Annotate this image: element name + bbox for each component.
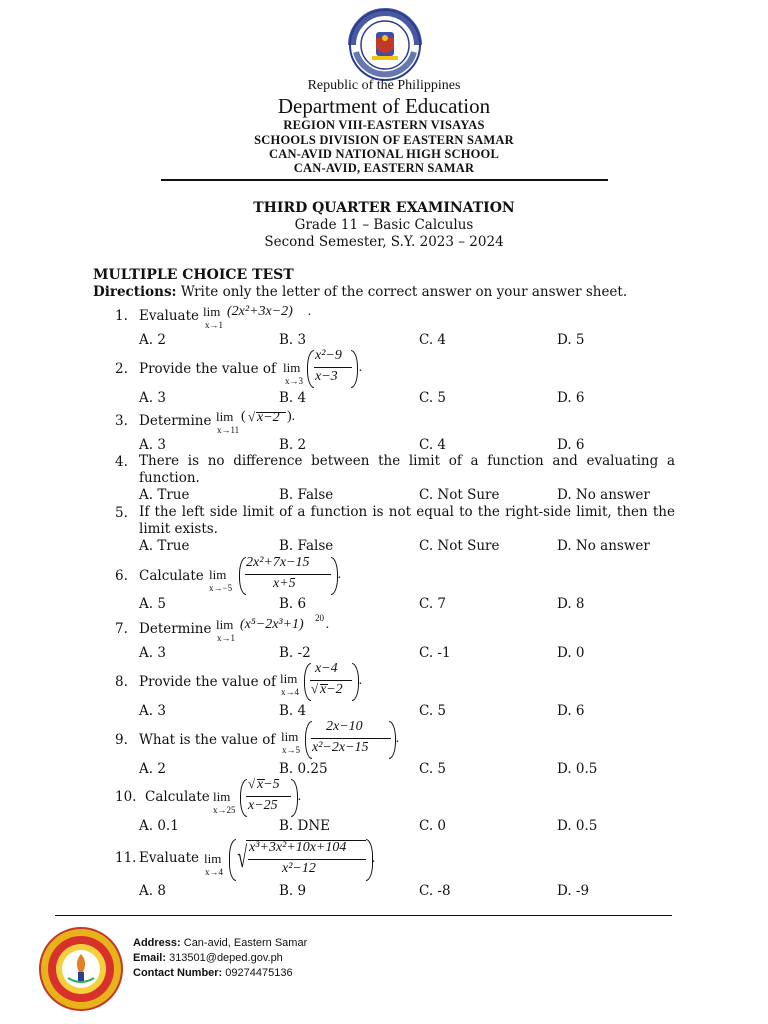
directions <box>93 284 627 300</box>
question-number: 3. <box>115 413 128 429</box>
question-number: 6. <box>115 568 128 584</box>
option-c: C. 5 <box>419 390 447 406</box>
question-2 <box>115 361 276 377</box>
numerator: x−4 <box>315 661 338 676</box>
directions-text: Write only the letter of the correct answer on your answer sheet. <box>176 284 628 300</box>
question-1 <box>115 308 199 324</box>
option-d: D. 5 <box>557 332 585 348</box>
options-q5 <box>139 538 699 556</box>
footer-contact <box>133 967 293 979</box>
question-text: Evaluate <box>139 850 200 866</box>
question-5-text: If the left side limit of a function is not equal to the right-side limit, then the limit exists. <box>139 504 675 537</box>
limit-expression <box>203 302 323 332</box>
lim-symbol: lim <box>216 409 234 424</box>
numerator: x²−9 <box>315 348 342 363</box>
question-text: Calculate <box>139 568 204 584</box>
right-paren <box>331 557 338 595</box>
period: . <box>326 617 330 632</box>
options-q6 <box>139 596 699 614</box>
denominator: x²−2x−15 <box>312 740 369 755</box>
option-d: D. -9 <box>557 883 590 899</box>
option-a: A. 5 <box>139 596 166 612</box>
left-paren <box>229 839 236 881</box>
denominator: x−2 <box>320 682 343 697</box>
lim-subscript: x→11 <box>217 425 240 435</box>
lim-subscript: x→3 <box>285 376 303 386</box>
options-q10 <box>139 818 699 836</box>
lim-symbol: lim <box>203 304 221 319</box>
option-c: C. 7 <box>419 596 447 612</box>
fraction-bar <box>248 859 366 860</box>
question-number: 9. <box>115 732 128 748</box>
option-c: C. 4 <box>419 332 447 348</box>
option-a: A. True <box>139 487 190 503</box>
period: . <box>396 731 400 746</box>
lim-subscript: x→1 <box>205 320 223 330</box>
option-c: C. 0 <box>419 818 447 834</box>
period: . <box>359 673 363 688</box>
footer-address <box>133 937 307 949</box>
question-number: 2. <box>115 361 128 377</box>
denominator: x+5 <box>273 576 296 591</box>
question-number: 7. <box>115 621 128 637</box>
contact-label: Contact Number: <box>133 967 223 979</box>
address-value: Can-avid, Eastern Samar <box>180 937 308 949</box>
option-a: A. 2 <box>139 761 166 777</box>
address-label: Address: <box>133 937 181 949</box>
option-d: D. No answer <box>557 538 650 554</box>
limit-expression: lim x→11 ( √ x−2 ) . <box>216 409 296 435</box>
option-a: A. 2 <box>139 332 166 348</box>
option-d: D. 0 <box>557 645 585 661</box>
question-5-number <box>115 505 139 521</box>
option-b: B. 9 <box>279 883 307 899</box>
republic-line: Republic of the Philippines <box>307 78 461 93</box>
options-q8 <box>139 703 699 721</box>
question-number: 1. <box>115 308 128 324</box>
lim-subscript: x→25 <box>213 805 236 815</box>
option-b: B. False <box>279 487 334 503</box>
option-c: C. -1 <box>419 645 451 661</box>
left-paren <box>307 350 314 388</box>
question-text: Determine <box>139 413 212 429</box>
region-line: REGION VIII-EASTERN VISAYAS <box>283 118 485 132</box>
denominator: x²−12 <box>282 861 316 876</box>
period: . <box>359 360 363 375</box>
option-a: A. 3 <box>139 437 166 453</box>
question-9 <box>115 732 275 748</box>
option-b: B. 0.25 <box>279 761 328 777</box>
period: . <box>298 789 302 804</box>
question-number: 11. <box>115 850 137 866</box>
lim-symbol: lim <box>204 851 222 866</box>
lim-subscript: x→1 <box>217 633 235 643</box>
period: . <box>292 409 296 424</box>
school-logo <box>38 926 124 1012</box>
fraction-bar <box>314 367 352 368</box>
question-text: Provide the value of <box>139 361 277 377</box>
email-value: 313501@deped.gov.ph <box>166 952 283 964</box>
section-title: MULTIPLE CHOICE TEST <box>93 267 294 283</box>
lim-symbol: lim <box>280 671 298 686</box>
question-10 <box>115 789 210 805</box>
options-q11 <box>139 883 699 901</box>
option-b: B. 4 <box>279 703 307 719</box>
option-b: B. 6 <box>279 596 307 612</box>
numerator: x−5 <box>257 777 280 792</box>
denominator: x−3 <box>315 369 338 384</box>
location-line: CAN-AVID, EASTERN SAMAR <box>293 161 475 175</box>
period: . <box>338 567 342 582</box>
option-d: D. 0.5 <box>557 761 598 777</box>
period: . <box>308 304 312 319</box>
footer-email <box>133 952 283 964</box>
option-a: A. 3 <box>139 645 166 661</box>
school-line: CAN-AVID NATIONAL HIGH SCHOOL <box>268 147 500 161</box>
right-paren <box>352 663 359 701</box>
question-number: 8. <box>115 674 128 690</box>
question-text: Calculate <box>145 789 210 805</box>
option-a: A. True <box>139 538 190 554</box>
left-paren <box>239 557 246 595</box>
left-paren <box>305 721 312 759</box>
question-6 <box>115 568 204 584</box>
option-d: D. No answer <box>557 487 650 503</box>
lim-subscript: x→4 <box>281 687 299 697</box>
question-4-number <box>115 454 139 470</box>
lim-symbol: lim <box>216 617 234 632</box>
lim-symbol: lim <box>209 567 227 582</box>
limit-expression: lim x→4 √ x³+3x²+10x+104 x²−12 . <box>204 837 384 881</box>
contact-value: 09274475136 <box>222 967 293 979</box>
fraction-bar <box>311 738 391 739</box>
lim-symbol: lim <box>283 360 301 375</box>
numerator: 2x²+7x−15 <box>246 555 310 570</box>
numerator: 2x−10 <box>326 719 363 734</box>
question-7 <box>115 621 211 637</box>
option-a: A. 3 <box>139 703 166 719</box>
lim-symbol: lim <box>213 789 231 804</box>
option-d: D. 6 <box>557 390 585 406</box>
email-label: Email: <box>133 952 167 964</box>
deped-seal-logo <box>346 8 424 82</box>
option-d: D. 0.5 <box>557 818 598 834</box>
function-expression: (x⁵−2x³+1) <box>240 617 304 632</box>
exam-subject: Grade 11 – Basic Calculus <box>294 217 474 233</box>
header-rule <box>161 179 608 181</box>
limit-expression <box>283 348 373 390</box>
question-3 <box>115 413 211 429</box>
lim-subscript: x→5 <box>282 745 300 755</box>
option-b: B. DNE <box>279 818 330 834</box>
footer-rule <box>55 915 672 916</box>
option-b: B. 3 <box>279 332 307 348</box>
fraction-bar <box>246 796 291 797</box>
question-4-text: There is no difference between the limit of a function and evaluating a function. <box>139 453 675 486</box>
option-c: C. Not Sure <box>419 538 500 554</box>
option-a: A. 8 <box>139 883 166 899</box>
period: . <box>372 851 376 866</box>
options-q7 <box>139 645 699 663</box>
left-paren <box>240 779 247 817</box>
limit-expression: lim x→25 √ x−5 x−25 . <box>213 776 302 815</box>
limit-expression <box>281 719 411 761</box>
option-b: B. 4 <box>279 390 307 406</box>
right-paren <box>389 721 396 759</box>
lim-symbol: lim <box>281 729 299 744</box>
option-d: D. 6 <box>557 703 585 719</box>
limit-expression <box>216 613 346 645</box>
options-q1 <box>139 332 699 350</box>
option-b: B. 2 <box>279 437 307 453</box>
question-text: Determine <box>139 621 212 637</box>
question-11 <box>115 850 199 866</box>
option-c: C. Not Sure <box>419 487 500 503</box>
question-number: 10. <box>115 789 137 805</box>
option-b: B. False <box>279 538 334 554</box>
directions-label: Directions: <box>93 284 177 300</box>
option-c: C. 5 <box>419 703 447 719</box>
lim-subscript: x→−5 <box>209 583 233 593</box>
option-c: C. -8 <box>419 883 451 899</box>
question-8 <box>115 674 276 690</box>
limit-expression <box>209 555 349 597</box>
radicand: x−2 <box>257 410 280 425</box>
lim-subscript: x→4 <box>205 867 223 877</box>
question-text: What is the value of <box>139 732 276 748</box>
question-number: 5. <box>115 505 128 521</box>
function-expression: (2x²+3x−2) <box>227 304 293 319</box>
option-c: C. 4 <box>419 437 447 453</box>
option-b: B. -2 <box>279 645 311 661</box>
left-paren <box>304 663 311 701</box>
exponent: 20 <box>315 613 324 623</box>
option-a: A. 0.1 <box>139 818 179 834</box>
exam-semester: Second Semester, S.Y. 2023 – 2024 <box>264 234 504 250</box>
question-number: 4. <box>115 454 128 470</box>
exam-title: THIRD QUARTER EXAMINATION <box>253 200 515 216</box>
fraction-bar <box>245 574 331 575</box>
options-q2 <box>139 390 699 408</box>
right-paren <box>351 350 358 388</box>
numerator: x³+3x²+10x+104 <box>249 840 347 855</box>
question-text: Provide the value of <box>139 674 277 690</box>
limit-expression: lim x→4 x−4 √ x−2 . <box>280 661 370 703</box>
division-line: SCHOOLS DIVISION OF EASTERN SAMAR <box>254 133 514 147</box>
options-q4 <box>139 487 699 505</box>
option-c: C. 5 <box>419 761 447 777</box>
option-d: D. 8 <box>557 596 585 612</box>
right-paren <box>291 779 298 817</box>
denominator: x−25 <box>248 798 278 813</box>
department-name: Department of Education <box>277 94 491 118</box>
option-a: A. 3 <box>139 390 166 406</box>
option-d: D. 6 <box>557 437 585 453</box>
question-text: Evaluate <box>139 308 200 324</box>
